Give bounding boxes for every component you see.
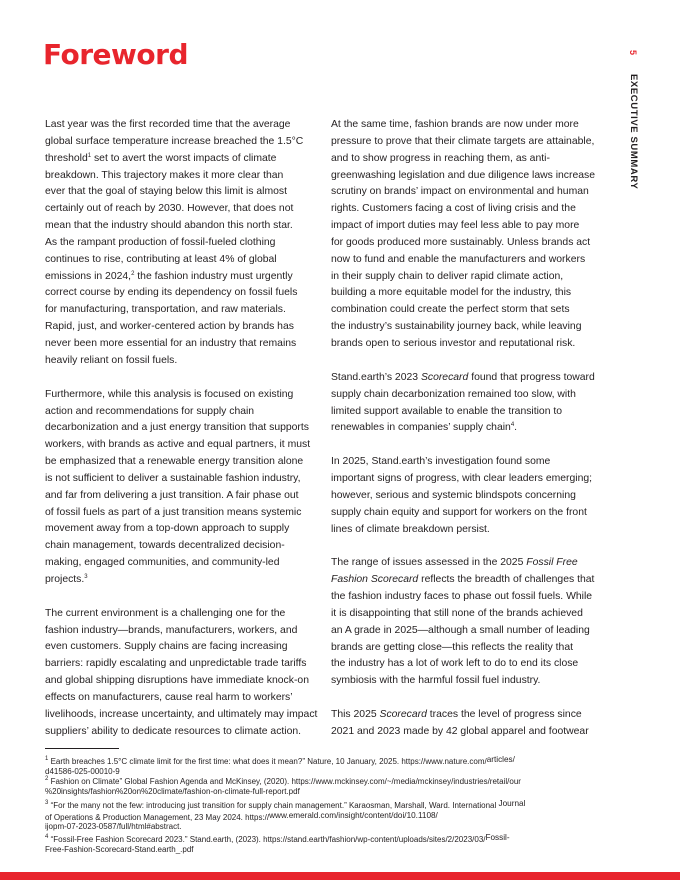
- footnote-ref: 1: [87, 152, 92, 159]
- footnote-3: $^3$ “For the many not the few: introducing just transition for supply chain management.” Karaosman, Marshall, Ward. International Journal of Operations & Production Management, 23 May 2024. https://www.emerald.com/insight/content/doi/10.1108/ ijopm-07-2023-0587/full/html#abstract.: [45, 799, 526, 831]
- footnote-4: $^4$ “Fossil-Free Fashion Scorecard 2023.” Stand.earth, (2023). https://stand.earth/fashion/wp-content/uploads/sites/2/2023/03/Fossil- Free-Fashion-Scorecard-Stand.earth_.pdf: [45, 833, 510, 854]
- footnote-1: $^1$ Earth breaches 1.5°C climate limit for the first time: what does it mean?” Nature, 10 January, 2025. https://www.nature.com/articles/ d41586-025-00010-9: [45, 755, 515, 776]
- footnote-2: $^2$ Fashion on Climate” Global Fashion Agenda and McKinsey, (2020). https://www.mckinsey.com/~/media/mckinsey/industries/retail/our %20insights/fashion%20on%20climate/fashion-on-climate-full-report.pdf: [45, 776, 521, 796]
- footnote-ref: 2: [131, 270, 135, 277]
- footnote-ref: 3: [84, 573, 88, 580]
- paragraph: Furthermore, while this analysis is focused on existing action and recommendations for supply chain decarbonization and a just energy transition that supports workers, with brands as active and equal partners, it must be emphasized that a renewable energy transition alone is not sufficient to deliver a sustainable fashion industry, and far from delivering a just transition. A fair phase out of fossil fuels as part of a just transition means systemic movement away from a top-down approach to supply chain management, towards decentralized decision- making, engaged communities, and community-led projects.$^3$: [45, 388, 311, 585]
- footer-bar: [0, 872, 680, 880]
- paragraph: In 2025, Stand.earth’s investigation found some important signs of progress, with clear leaders emerging; however, serious and systemic blindspots concerning supply chain equity and support for workers on the front lines of climate breakdown persist.: [331, 456, 593, 535]
- paragraph: Last year was the first recorded time that the average global surface temperature increase breached the 1.5°C threshold$^1$ set to avert the worst impacts of climate breakdown. This trajectory makes it more clear than ever that the goal of staying below this limit is almost certainly out of reach by 2030. However, that does not mean that the industry should abandon this north star. As the rampant production of fossil-fueled clothing continues to rise, contributing at least 4% of global emissions in 2024,$^2$ the fashion industry must urgently correct course by ending its dependency on fossil fuels for manufacturing, transportation, and raw materials. Rapid, just, and worker-centered action by brands has never been more essential for an industry that remains heavily reliant on fossil fuels.: [45, 119, 304, 366]
- paragraph: This 2025 Scorecard traces the level of progress since 2021 and 2023 made by 42 global apparel and footwear: [331, 709, 589, 737]
- paragraph: At the same time, fashion brands are now under more pressure to prove that their climate targets are attainable, and to show progress in reaching them, as anti- greenwashing legislation and due diligence laws increase scrutiny on brands’ impact on environmental and human rights. Customers facing a cost of living crisis and the impact of import duties may feel less able to pay more for goods produced more sustainably. Unless brands act now to fund and enable the manufacturers and workers in their supply chain to deliver rapid climate action, building a more equitable model for the industry, this combination could create the perfect storm that sets the industry’s sustainability journey back, while leaving brands open to serious investor and reputational risk.: [331, 119, 595, 349]
- footnote-ref: 4: [510, 422, 515, 429]
- footnote-divider: [45, 748, 119, 749]
- side-header: [626, 50, 640, 195]
- paragraph: Stand.earth’s 2023 Scorecard found that progress toward supply chain decarbonization remained too slow, with limited support available to enable the transition to renewables in companies’ supply chain$^4$.: [331, 371, 595, 434]
- page-number: 5: [628, 50, 638, 56]
- paragraph: The current environment is a challenging one for the fashion industry—brands, manufacturers, workers, and even customers. Supply chains are facing increasing barriers: rapidly escalating and unpredictable trade tariffs and global shipping disruptions have immediate knock-on effects on manufacturers, cause real harm to workers’ livelihoods, increase uncertainty, and ultimately may impact suppliers’ ability to dedicate resources to climate action.: [45, 607, 318, 737]
- right-column: [331, 117, 596, 758]
- paragraph: The range of issues assessed in the 2025 Fossil Free Fashion Scorecard reflects the breadth of challenges that the fashion industry faces to phase out fossil fuels. While it is disappointing that still none of the brands achieved an A grade in 2025—although a small number of leading brands are getting close—this reflects the reality that the industry has a lot of work left to do to end its close symbiosis with the harmful fossil fuel industry.: [331, 557, 595, 687]
- section-label: EXECUTIVE SUMMARY: [628, 74, 639, 190]
- left-column: [45, 117, 318, 758]
- page-title: Foreword: [43, 38, 188, 71]
